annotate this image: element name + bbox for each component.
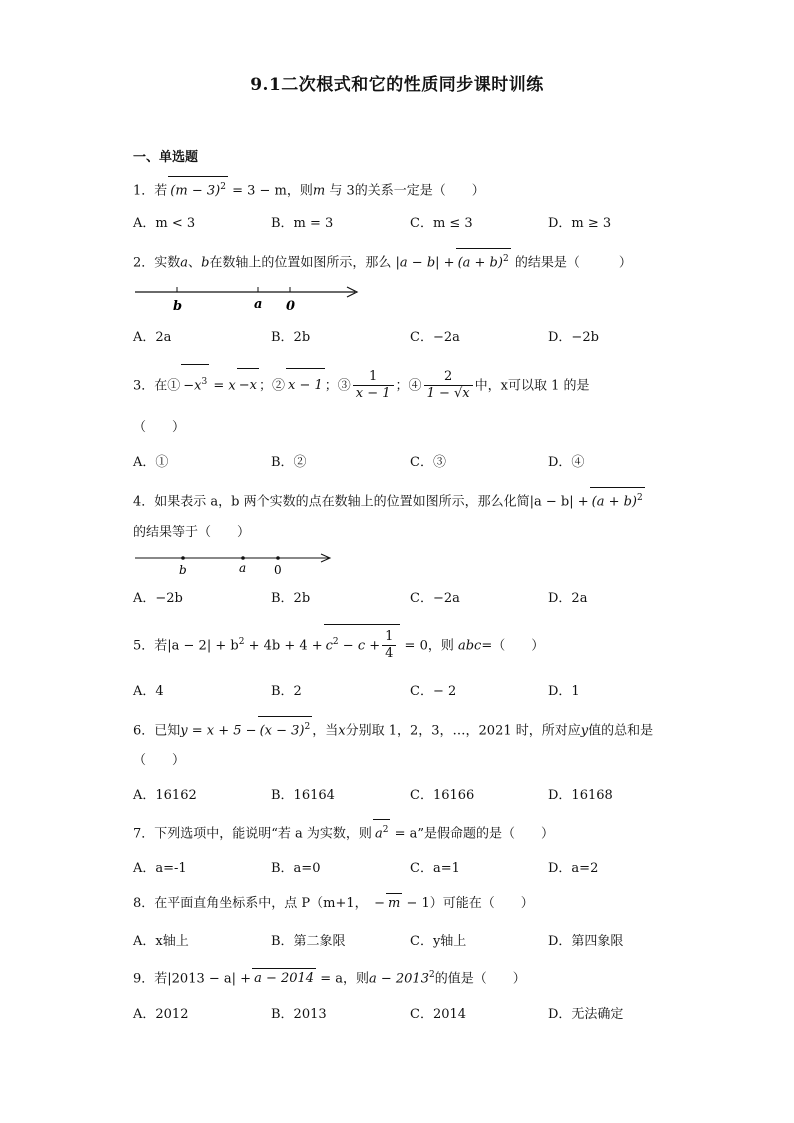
q7-prefix: 7．下列选项中，能说明“若 a 为实数，则 [133, 826, 372, 842]
q7-option-d[interactable]: D．a=2 [548, 861, 599, 876]
question-6 [133, 716, 653, 741]
question-1 [133, 176, 485, 201]
question-8 [133, 893, 534, 914]
q7-option-c[interactable]: C．a=1 [410, 861, 460, 876]
q4-option-d[interactable]: D．2a [548, 591, 588, 606]
q4-text: 4．如果表示 a，b 两个实数的点在数轴上的位置如图所示，那么化简|a − b| + [133, 494, 589, 510]
q9-t2: = a，则 [316, 971, 369, 987]
q9-option-c[interactable]: C．2014 [410, 1007, 467, 1022]
q8-option-d[interactable]: D．第四象限 [548, 934, 624, 949]
q1-prefix: 1．若 [133, 183, 168, 199]
q6-radicand: (x − 3) [259, 723, 305, 739]
q1-tail: 与 3的关系一定是（ ） [329, 183, 485, 199]
q3-option-d[interactable]: D．④ [548, 455, 585, 470]
q4-radicand: (a + b) [591, 494, 637, 510]
q2-radicand: (a + b) [457, 255, 503, 271]
q2-abs: |a − b| + [395, 255, 455, 271]
q7-tail: = a”是假命题的是（ ） [390, 826, 554, 842]
q3-frac-4 [424, 369, 473, 402]
section-heading: 一、单选题 [133, 150, 199, 165]
page-title: 9.1二次根式和它的性质同步课时训练 [250, 75, 544, 95]
q2-option-a[interactable]: A．2a [133, 330, 172, 345]
q4-label-a: a [239, 561, 247, 575]
q5-t4: =（ ） [481, 638, 545, 654]
q5-rad-rest: − c + [338, 638, 381, 654]
q3-option-c[interactable]: C．③ [410, 455, 446, 470]
q4-line2: 的结果等于（ ） [133, 525, 251, 540]
q4-sqrt: $(a + b)^2$ [590, 487, 645, 512]
q9-radicand: a − 2014 [254, 971, 315, 987]
q6-option-b[interactable]: B．16164 [271, 788, 335, 803]
q4-option-b[interactable]: B．2b [271, 591, 311, 606]
q4-number-line [133, 550, 353, 580]
q2-tail: 的结果是（ ） [514, 255, 632, 271]
q2-option-c[interactable]: C．−2a [410, 330, 460, 345]
q8-tail: − 1）可能在（ ） [402, 896, 534, 911]
q3-rad-2: x − 1 [288, 378, 323, 394]
q2-label-a: a [254, 297, 263, 312]
q9-expr: a − 2013 [368, 971, 429, 987]
q3-paren: （ ） [133, 420, 186, 435]
q5-t2: + 4b + 4 + [244, 638, 323, 654]
q6-options [133, 784, 693, 804]
q3-frac4-den: 1 − √x [426, 386, 470, 402]
q3-rad-1b: −x [238, 378, 257, 394]
q8-option-c[interactable]: C．y轴上 [410, 934, 467, 949]
q3-sep-2: ；② [258, 378, 285, 394]
q8-options [133, 930, 693, 950]
q7-option-a[interactable]: A．a=-1 [133, 861, 187, 876]
q3-sep-3: ；③ [324, 378, 351, 394]
q1-options [133, 212, 693, 232]
q2-text: 在数轴上的位置如图所示，那么 [209, 255, 392, 271]
q6-sqrt: $(x - 3)^2$ [258, 716, 313, 741]
q5-option-c[interactable]: C．− 2 [410, 684, 457, 699]
q3-option-a[interactable]: A．① [133, 455, 169, 470]
q5-frac-den: 4 [385, 646, 394, 662]
q3-eq: = x [213, 378, 236, 394]
q1-radicand: (m − 3) [170, 183, 221, 199]
question-3 [133, 364, 589, 403]
q5-option-d[interactable]: D．1 [548, 684, 580, 699]
q3-sqrt-1: $-x^3$ [181, 364, 209, 403]
q2-sqrt: $(a + b)^2$ [456, 248, 511, 273]
question-7 [133, 819, 554, 844]
q4-label-0: 0 [274, 563, 282, 577]
q5-t3: = 0，则 [404, 638, 454, 654]
q3-sep-4: ；④ [395, 378, 422, 394]
q2-option-b[interactable]: B．2b [271, 330, 311, 345]
q2-prefix: 2．实数 [133, 255, 181, 271]
q7-radicand: a [374, 826, 383, 842]
q1-option-a[interactable]: A．m < 3 [133, 216, 196, 231]
q6-var-x: x [338, 723, 346, 739]
question-4 [133, 487, 645, 512]
q8-radicand: m [388, 896, 401, 911]
q3-frac3-den: x − 1 [355, 386, 391, 402]
q8-option-b[interactable]: B．第二象限 [271, 934, 346, 949]
q9-options [133, 1003, 693, 1023]
q3-frac-3 [353, 369, 394, 402]
q4-option-c[interactable]: C．−2a [410, 591, 460, 606]
q6-eq: y = x + 5 − [180, 723, 257, 739]
q2-options [133, 326, 693, 346]
question-2 [133, 248, 632, 273]
q2-number-line [133, 282, 373, 318]
q9-option-d[interactable]: D．无法确定 [548, 1007, 624, 1022]
q5-abc: abc [457, 638, 482, 654]
q5-sqrt: $c^2 - c$ + $\frac{1}{4}$ [324, 624, 401, 663]
q5-option-b[interactable]: B．2 [271, 684, 302, 699]
q4-label-b: b [179, 563, 187, 577]
q2-var-b: b [201, 255, 210, 271]
q2-label-0: 0 [286, 299, 296, 314]
q9-option-a[interactable]: A．2012 [133, 1007, 189, 1022]
q3-options [133, 451, 693, 471]
q5-options [133, 680, 693, 700]
q3-rad-1: −x [183, 378, 202, 394]
q3-sqrt-2 [286, 368, 325, 403]
q7-sqrt: $a^2$ [373, 819, 391, 844]
q1-var: m [312, 183, 326, 199]
q2-option-d[interactable]: D．−2b [548, 330, 599, 345]
q7-options [133, 857, 693, 877]
q6-t2: ，当 [312, 723, 339, 739]
q1-sqrt: $(m - 3)^2$ [168, 176, 228, 201]
q9-option-b[interactable]: B．2013 [271, 1007, 327, 1022]
q2-sep: 、 [188, 255, 202, 271]
q9-sqrt [252, 968, 316, 989]
q3-sqrt-1b [237, 368, 259, 403]
q7-option-b[interactable]: B．a=0 [271, 861, 321, 876]
q6-prefix: 6．已知 [133, 723, 181, 739]
q9-prefix: 9．若|2013 − a| + [133, 971, 252, 987]
q6-paren: （ ） [133, 753, 186, 768]
q2-var-a: a [180, 255, 189, 271]
q3-option-b[interactable]: B．② [271, 455, 307, 470]
q5-rad-c: c [325, 638, 333, 654]
q1-option-c[interactable]: C．m ≤ 3 [410, 216, 473, 231]
q5-prefix: 5．若|a − 2| + b [133, 638, 239, 654]
q3-frac4-num: 2 [424, 369, 473, 386]
q5-frac [382, 629, 396, 662]
q8-sqrt [386, 893, 402, 914]
question-9: 9．若|2013 − a| + a − 2014 = a，则$a - 2013^2$的值是（ ） [133, 965, 526, 989]
q8-prefix: 8．在平面直角坐标系中，点 P（m+1， − [133, 896, 386, 911]
q3-prefix: 3．在① [133, 378, 181, 394]
q1-option-d[interactable]: D．m ≥ 3 [548, 216, 612, 231]
q1-option-b[interactable]: B．m = 3 [271, 216, 334, 231]
q6-option-a[interactable]: A．16162 [133, 788, 197, 803]
q4-options [133, 587, 693, 607]
q8-option-a[interactable]: A．x轴上 [133, 934, 189, 949]
question-5: 5．若$|a - 2| + b^2 + 4b + 4 + c^2 - c$ + $\frac{1}{4}$ = 0，则 abc=（ ） [133, 624, 544, 663]
q5-frac-num: 1 [382, 629, 396, 646]
q9-tail: 的值是（ ） [434, 971, 526, 987]
q6-option-d[interactable]: D．16168 [548, 788, 613, 803]
q3-frac3-num: 1 [353, 369, 394, 386]
q6-option-c[interactable]: C．16166 [410, 788, 475, 803]
q4-option-a[interactable]: A．−2b [133, 591, 183, 606]
q6-t3: 分别取 1，2，3，…，2021 时，所对应 [345, 723, 581, 739]
q3-tail: 中，x可以取 1 的是 [474, 378, 590, 394]
q1-rhs: = 3 − m，则 [232, 183, 313, 199]
q2-label-b: b [173, 299, 183, 314]
q6-var-y: y [580, 723, 589, 739]
q6-t4: 值的总和是 [588, 723, 654, 739]
q5-option-a[interactable]: A．4 [133, 684, 164, 699]
